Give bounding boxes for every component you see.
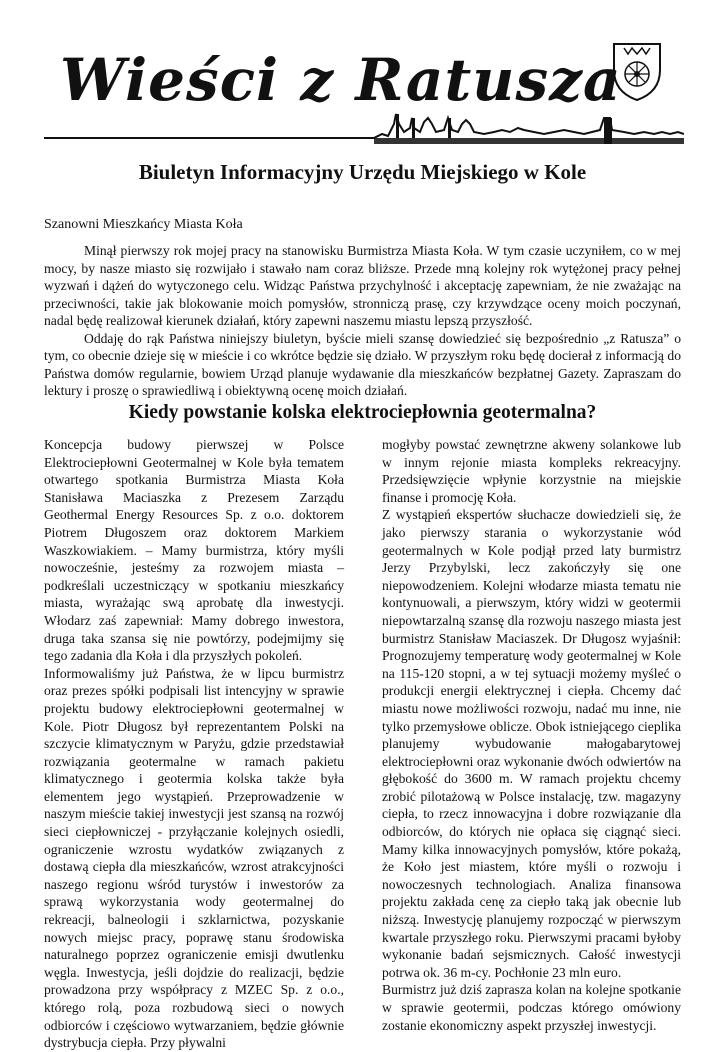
- article-left-column: [44, 436, 344, 1052]
- article-paragraph: Koncepcja budowy pierwszej w Polsce Elektrociepłowni Geotermalnej w Kole była tematem otwartego spotkania Burmistrza Miasta Koła Stanisława Maciaszka z Prezesem Zarządu Geothermal Energy Resources Sp. z o.o. doktorem Piotrem Długoszem oraz doktorem Markiem Waszkowiakiem. – Mamy burmistrza, który myśli nowocześnie, jesteśmy za rozwojem miasta – podkreślali uczestniczący w spotkaniu mieszkańcy miasta, wyrażając swą aprobatę dla inwestycji. Włodarz zaś zapewniał: Mamy dobrego inwestora, druga taka szansa się nie powtórzy, podejmijmy się tego zadania dla Koła i dla przyszłych pokoleń.: [44, 437, 344, 664]
- article-headline: Kiedy powstanie kolska elektrociepłownia geotermalna?: [128, 402, 597, 423]
- letter-paragraph: Minął pierwszy rok mojej pracy na stanowisku Burmistrza Miasta Koła. W tym czasie uczyniłem, co w mej mocy, by nasze miasto się rozwijało i stawało nam coraz bliższe. Przede mną kolejny rok wytężonej pracy pełnej wyzwań i dążeń do wytyczonego celu. Widząc Państwa przychylność i akceptację zapewniam, że nie zważając na przeciwności, takie jak blokowanie moich pomysłów, stronniczą prasę, czy krzywdzące oceny moich poczynań, nadal będę realizował kierunek działań, który zapewni naszemu miastu lepszą przyszłość.: [44, 243, 681, 328]
- article-right-column: [382, 436, 681, 1034]
- coat-of-arms-icon: [610, 40, 664, 102]
- article-paragraph: Z wystąpień ekspertów słuchacze dowiedzieli się, że jako pierwszy starania o wykorzystanie wód geotermalnych w Kole podjął przed laty burmistrz Jerzy Przybylski, lecz zakończyły się one niepowodzeniem. Kolejni włodarze miasta tematu nie kontynuowali, a pierwszym, który widzi w geotermii niepowtarzalną szansę dla rozwoju naszego miasta jest burmistrz Stanisław Maciaszek. Dr Długosz wyjaśnił: Prognozujemy temperaturę wody geotermalnej w Kole na 115-120 stopni, a w tej sytuacji możemy myśleć o produkcji energii elektrycznej i ciepła. Chcemy dać miastu nowe możliwości rozwoju, nadać mu inne, nie tylko przemysłowe oblicze. Obok istniejącego cieplika planujemy wybudowanie małogabarytowej elektrociepłowni oraz wykonanie dwóch odwiertów na głębokość do 3600 m. W ramach projektu chcemy zrobić pilotażową w Polsce instalację, tzw. magazyny ciepła, to rzecz innowacyjna i dobre rozwiązanie dla odbiorców, do których nie opłaca się ciągnąć sieci. Mamy kilka innowacyjnych pomysłów, które pokażą, że Koło jest miastem, które myśli o rozwoju i nowoczesnych technologiach. Analiza finansowa projektu zakłada cenę za ciepło taką jak obecnie lub niższą. Inwestycję planujemy rozpocząć w pierwszym kwartale przyszłego roku. Pierwszymi pracami byłoby wykonanie badań sejsmicznych. Całość inwestycji potrwa ok. 36 m-cy. Pochłonie 23 mln euro.: [382, 507, 681, 980]
- mayor-letter: [44, 242, 681, 400]
- letter-paragraph: Oddaję do rąk Państwa niniejszy biuletyn, byście mieli szansę dowiedzieć się bezpośrednio „z Ratusza” o tym, co obecnie dzieje się w mieście i co wkrótce będzie się działo. W przyszłym roku będę docierał z informacją do Państwa domów regularnie, bowiem Urząd planuje wydawanie dla mieszkańców bezpłatnej Gazety. Zapraszam do lektury i proszę o sprawiedliwą i obiektywną ocenę moich działań.: [44, 330, 681, 398]
- letter-greeting: Szanowni Mieszkańcy Miasta Koła: [44, 217, 243, 232]
- masthead-title: Wieści z Ratusza: [60, 46, 622, 114]
- bulletin-subtitle: Biuletyn Informacyjny Urzędu Miejskiego w Kole: [138, 160, 587, 184]
- article-paragraph: Informowaliśmy już Państwa, że w lipcu burmistrz oraz prezes spółki podpisali list intencyjny w sprawie projektu budowy elektrociepłowni geotermalnej w Kole. Piotr Długosz był reprezentantem Polski na szczycie klimatycznym w Paryżu, gdzie przedstawiał rozwiązania geotermalne w ramach pakietu klimatycznego i geotermia kolska także była elementem jego wystąpień. Przeprowadzenie w naszym mieście takiej inwestycji jest szansą na rozwój sieci ciepłowniczej - przyłączanie kolejnych osiedli, ograniczenie wzrostu wydatków związanych z dostawą ciepła dla mieszkańców, wzrost atrakcyjności naszego regionu wśród turystów i inwestorów za sprawą wykorzystania wody geotermalnej do rekreacji, balneologii i szklarnictwa, pozyskanie nowych miejsc pracy, poprawę stanu środowiska naturalnego poprzez ograniczenie emisji dwutlenku węgla. Inwestycja, jeśli dojdzie do realizacji, będzie prowadzona przy współpracy z MZEC Sp. z o.o., którego rolą, poza rozbudową sieci o nowych odbiorców i częściowo wytwarzaniem, będzie głównie dystrybucja ciepła. Przy pływalni: [44, 665, 344, 1051]
- article-paragraph: mogłyby powstać zewnętrzne akweny solankowe lub w innym rejonie miasta kompleks rekreacyjny. Przedsięwzięcie wpłynie korzystnie na miejskie finanse i promocję Koła.: [382, 437, 681, 505]
- town-skyline-icon: [44, 110, 684, 156]
- article-paragraph: Burmistrz już dziś zaprasza kolan na kolejne spotkanie w sprawie geotermii, podczas którego omówiony zostanie ekonomiczny aspekt przyszłej inwestycji.: [382, 982, 681, 1033]
